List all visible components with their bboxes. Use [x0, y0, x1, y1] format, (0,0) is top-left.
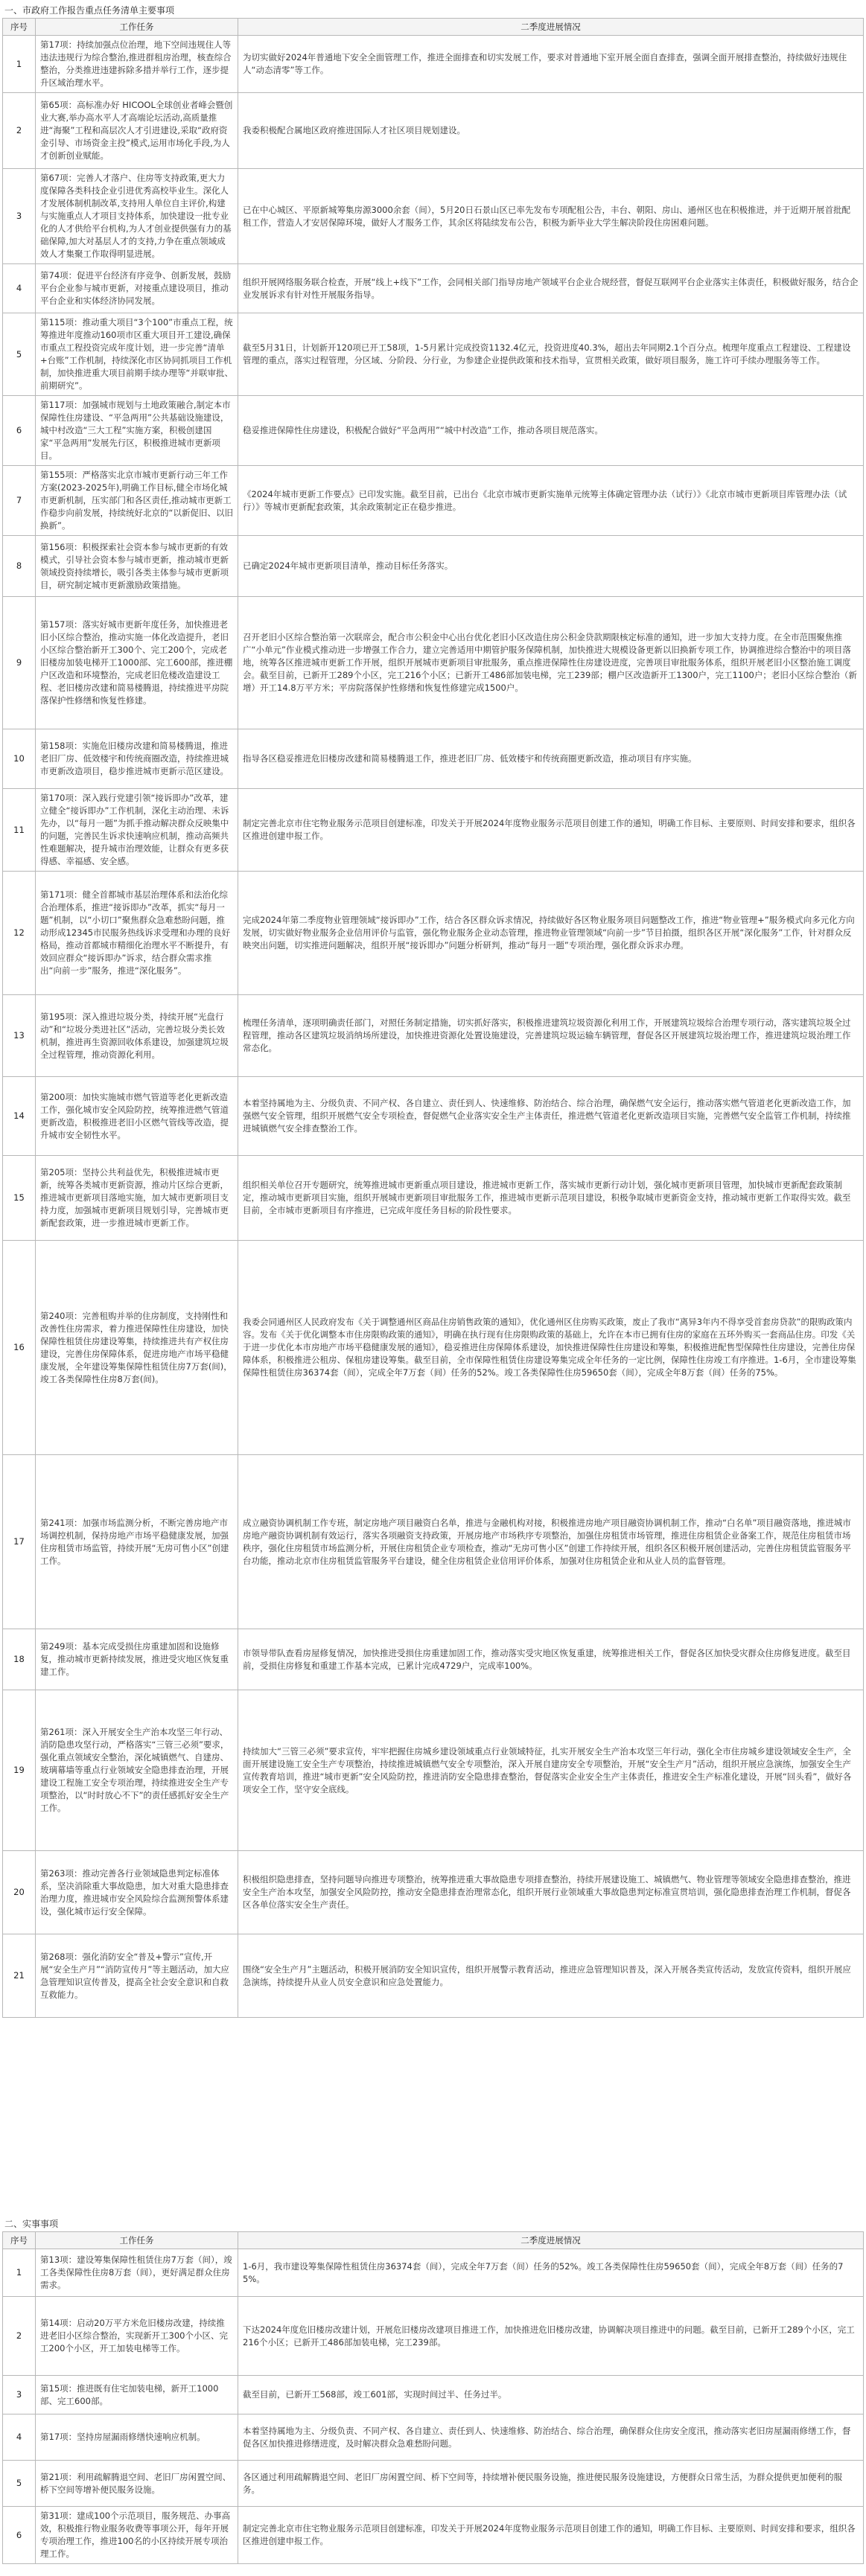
table-row: [3, 466, 864, 536]
row-progress: 本着坚持属地为主、分级负责、不同产权、各自建立、责任到人、快速维修、防治结合、综合治理，确保群众住房安全度汛，推动落实老旧房屋漏雨修缮工作，督促各区加快推进修缮进度，及时解决群众急难愁盼问题。: [238, 2414, 864, 2461]
row-progress: 积极组织隐患排查，坚持问题导向推进专项整治，统筹推进重大事故隐患专项排查整治，持续开展建设施工、城镇燃气、物业管理等领域安全隐患排查整治，推进安全生产治本攻坚，加强安全风险防控，推动安全隐患排查治理常态化，组织开展行业领域重大事故隐患判定标准宣贯培训，强化隐患排查治理工作机制，督促各区各单位落实安全生产责任。: [238, 1851, 864, 1934]
table-header-row: [3, 2232, 864, 2249]
row-task: 第171项：健全首都城市基层治理体系和法治化综合治理体系，推进“接诉即办”改革，抓实“每月一题”机制，以“小切口”聚焦群众急难愁盼问题，推动形成12345市民服务热线诉求受理和办理的良好格局，推动首都城市精细化治理水平不断提升，有效回应群众“接诉即办”诉求，结合群众需求推出“向前一步”服务，推进“深化服务”。: [36, 872, 238, 995]
table-row: [3, 2461, 864, 2507]
table-row: [3, 2297, 864, 2376]
row-task: 第249项：基本完成受损住房重建加固和设施修复，推动城市更新持续发展，推进受灾地区恢复重建工作。: [36, 1629, 238, 1690]
row-index: 5: [3, 313, 36, 396]
row-progress: 市领导带队查看房屋修复情况，加快推进受损住房重建加固工作，推动落实受灾地区恢复重建，统筹推进相关工作，督促各区加快受灾群众住房修复进度。截至目前，受损住房修复和重建工作基本完成，已累计完成4729户，完成率100%。: [238, 1629, 864, 1690]
row-progress: 我委积极配合属地区政府推进国际人才社区项目规划建设。: [238, 93, 864, 169]
row-progress: 持续加大“三管三必须”要求宣传，牢牢把握住房城乡建设领域重点行业领域特征，扎实开展安全生产治本攻坚三年行动，强化全市住房城乡建设领域安全生产，全面开展建设施工安全生产专项整治，持续推进城镇燃气安全专项整治，深入开展自建房安全专项整治，开展“安全生产月”活动，组织开展应急演练，加强安全生产宣传教育培训，推进“城市更新”安全风险防控，推进消防安全隐患排查整治，督促落实企业安全生产主体责任，推进安全生产标准化建设，开展“回头看”，做好各项安全工作，坚守安全底线。: [238, 1690, 864, 1851]
table-row: [3, 536, 864, 597]
row-index: 15: [3, 1156, 36, 1241]
table-row: [3, 2414, 864, 2461]
table-row: [3, 1455, 864, 1629]
row-task: 第74项：促进平台经济有序竞争、创新发展，鼓励平台企业参与城市更新，对接重点建设项目，推动平台企业和实体经济协同发展。: [36, 264, 238, 313]
table-row: [3, 2376, 864, 2414]
row-progress: 为切实做好2024年普通地下安全全面管理工作，推进全面排查和切实发展工作，要求对普通地下室开展全面自查排查，强调全面开展排查整治，持续做好违规住人“动态清零”等工作。: [238, 36, 864, 93]
table-row: [3, 1690, 864, 1851]
row-task: 第157项：落实好城市更新年度任务，加快推进老旧小区综合整治，推动实施一体化改造提升，老旧小区综合整治新开工300个、完工200个，完成老旧楼房加装电梯开工1000部、完工600部，推进棚户区改造和环境整治，完成老旧危楼改造建设工程、老旧楼房改建和简易楼腾退，持续推进平房院落保护性修缮和恢复性修建。: [36, 597, 238, 729]
row-task: 第13项：建设筹集保障性租赁住房7万套（间），竣工各类保障性住房8万套（间），更好满足群众住房需求。: [36, 2249, 238, 2297]
table-row: [3, 597, 864, 729]
table-row: [3, 1077, 864, 1156]
row-index: 11: [3, 789, 36, 872]
table-row: [3, 2249, 864, 2297]
row-task: 第155项：严格落实北京市城市更新行动三年工作方案(2023-2025年),明确工作目标,健全市场化城市更新机制，压实部门和各区责任,推动城市更新工作稳步向前发展，持续统好北京的“以新促旧、以旧换新”。: [36, 466, 238, 536]
row-index: 6: [3, 2507, 36, 2564]
row-progress: 稳妥推进保障性住房建设，积极配合做好“平急两用”“城中村改造”工作，推动各项目规范落实。: [238, 396, 864, 466]
row-progress: 已在中心城区、平原新城筹集房源3000余套（间），5月20日石景山区已率先发布专项配租公告，丰台、朝阳、房山、通州区也在积极推进，并于近期开展首批配租工作，营造人才安居保障环境，做好人才服务工作，其余区将陆续发布公告，积极为新毕业大学生解决阶段住房困难问题。: [238, 169, 864, 264]
row-task: 第117项：加强城市规划与土地政策融合,制定本市保障性住房建设、“平急两用”公共基础设施建设，城中村改造“三大工程”实施方案，积极创建国家“平急两用”发展先行区，积极推进城市更新项目。: [36, 396, 238, 466]
row-index: 2: [3, 2297, 36, 2376]
table-row: [3, 1851, 864, 1934]
row-task: 第65项：高标准办好 HICOOL全球创业者峰会暨创业大赛,举办高水平人才高端论坛活动,高质量推进“海聚”工程和高层次人才引进建设,采取“政府资金引导、市场资金主投”模式,运用市场化手段,为人才创新创业赋能。: [36, 93, 238, 169]
row-task: 第15项：推进既有住宅加装电梯，新开工1000部、完工600部。: [36, 2376, 238, 2414]
row-task: 第263项：推动完善各行业领域隐患判定标准体系，坚决消除重大事故隐患，加大对重大隐患排查治理力度，推进城市安全风险综合监测预警体系建设，强化城市运行安全保障。: [36, 1851, 238, 1934]
row-index: 20: [3, 1851, 36, 1934]
column-header-task: 工作任务: [36, 2232, 238, 2249]
row-index: 13: [3, 995, 36, 1077]
row-index: 4: [3, 264, 36, 313]
row-task: 第268项：强化消防安全“普及+警示”宣传,开展“安全生产月”“消防宣传月”等主题活动，加大应急管理知识宣传普及，提高全社会安全意识和自救互救能力。: [36, 1934, 238, 2018]
row-index: 7: [3, 466, 36, 536]
row-index: 21: [3, 1934, 36, 2018]
row-progress: 各区通过利用疏解腾退空间、老旧厂房闲置空间、桥下空间等，持续增补便民服务设施，推进便民服务设施建设，方便群众日常生活，为群众提供更加便利的服务。: [238, 2461, 864, 2507]
practical-matters-table: [2, 2231, 864, 2564]
row-index: 9: [3, 597, 36, 729]
table-row: [3, 169, 864, 264]
section-title-practical-matters: 二、实事事项: [4, 2219, 59, 2229]
row-task: 第195项：深入推进垃圾分类，持续开展“光盘行动”和“垃圾分类进社区”活动，完善垃圾分类长效机制，推进再生资源回收体系建设，加强建筑垃圾全过程管理，推动资源化利用。: [36, 995, 238, 1077]
row-progress: 截至5月31日，计划新开120项已开工58项，1-5月累计完成投资1132.4亿元，投资进度40.3%，超出去年同期2.1个百分点。梳理年度重点工程建设、工程建设管理的重点，落实过程管理，分区域、分阶段、分行业，为参建企业提供政策和技术指导，宣贯相关政策，做好项目服务，施工许可手续办理服务等工作。: [238, 313, 864, 396]
row-progress: 围绕“安全生产月”主题活动，积极开展消防安全知识宣传，组织开展警示教育活动，推进应急管理知识普及，深入开展各类宣传活动，发放宣传资料，组织开展应急演练，持续提升从业人员安全意识和应急处置能力。: [238, 1934, 864, 2018]
row-task: 第261项：深入开展安全生产治本攻坚三年行动、消防隐患攻坚行动，严格落实“三管三必须”要求，强化重点领域安全整治，深化城镇燃气、自建房、玻璃幕墙等重点行业领域安全隐患排查治理，开展建设工程施工安全专项治理，持续推进安全生产专项整治，以“时时放心不下”的责任感抓好安全生产工作。: [36, 1690, 238, 1851]
table-row: [3, 789, 864, 872]
row-progress: 组织开展网络服务联合检查，开展“线上+线下”工作，会同相关部门指导房地产领域平台企业合规经营，督促互联网平台企业落实主体责任，积极做好服务，结合企业发展诉求有针对性开展服务指导。: [238, 264, 864, 313]
row-index: 10: [3, 729, 36, 789]
column-header-task: 工作任务: [36, 19, 238, 36]
row-progress: 已确定2024年城市更新项目清单，推动目标任务落实。: [238, 536, 864, 597]
row-task: 第205项：坚持公共利益优先，积极推进城市更新，统筹各类城市更新资源，推动片区综合更新，推进城市更新项目落地实施，加大城市更新项目支持力度，加强城市更新项目规划引导，完善城市更新配套政策，进一步推进城市更新工作。: [36, 1156, 238, 1241]
row-task: 第158项：实施危旧楼房改建和简易楼腾退，推进老旧厂房、低效楼宇和传统商圈改造，持续推进城市更新改造项目，稳步推进城市更新示范区建设。: [36, 729, 238, 789]
row-index: 1: [3, 2249, 36, 2297]
row-progress: 《2024年城市更新工作要点》已印发实施。截至目前，已出台《北京市城市更新实施单元统筹主体确定管理办法（试行）》《北京市城市更新项目库管理办法（试行）》等城市更新配套政策，其余政策制定正在稳步推进。: [238, 466, 864, 536]
table-row: [3, 313, 864, 396]
row-progress: 我委会同通州区人民政府发布《关于调整通州区商品住房销售政策的通知》，优化通州区住房购买政策，废止了我市“离异3年内不得享受首套房贷款”的限购政策内容。发布《关于优化调整本市住房限购政策的通知》，明确在执行现有住房限购政策的基础上，允许在本市已拥有住房的家庭在五环外购买一套商品住房。印发《关于进一步优化本市房地产市场平稳健康发展的通知》，稳妥推进住房保障体系建设，加快推进保障性住房建设和筹集，积极推进配售型保障性住房建设，完善住房保障体系，积极推进公租房、保租房建设筹集。截至目前，全市保障性租赁住房建设筹集完成全年任务的一定比例，保障性住房竣工有序推进。1-6月，全市建设筹集保障性租赁住房36374套（间），完成全年7万套（间）任务的52%。竣工各类保障性住房59650套（间），完成全年8万套（间）任务的75%。: [238, 1241, 864, 1455]
row-index: 6: [3, 396, 36, 466]
row-task: 第170项：深入践行党建引领“接诉即办”改革，建立健全“接诉即办”工作机制，深化主动治理、未诉先办，以“每月一题”为抓手推动解决群众反映集中的问题，完善民生诉求快速响应机制，推动高频共性难题解决，提升城市治理效能，让群众有更多获得感、幸福感、安全感。: [36, 789, 238, 872]
column-header-index: 序号: [3, 2232, 36, 2249]
table-row: [3, 1934, 864, 2018]
key-tasks-table: [2, 18, 864, 2018]
table-row: [3, 1156, 864, 1241]
row-task: 第31项：建成100个示范项目，服务规范、办事高效，积极推行物业服务收费等事项公开，每年开展专项治理工作，推进100名的小区持续开展专项治理工作。: [36, 2507, 238, 2564]
row-progress: 成立融资协调机制工作专班，制定房地产项目融资白名单，推进与金融机构对接，积极推进房地产项目融资协调机制工作，推动“白名单”项目融资落地，推进城市房地产融资协调机制有效运行，落实各项融资支持政策，开展房地产市场秩序专项整治，加强住房租赁市场管理，推进住房租赁企业备案工作，规范住房租赁市场秩序，强化住房租赁市场监测分析，开展住房租赁企业专项检查，推动“无房可售小区”创建工作持续开展，组织各区积极开展创建活动，完善住房租赁监管服务平台功能，推动北京市住房租赁监管服务平台建设，健全住房租赁企业信用评价体系，加强对住房租赁企业和从业人员的监督管理。: [238, 1455, 864, 1629]
row-progress: 梳理任务清单，逐项明确责任部门，对照任务制定措施，切实抓好落实，积极推进建筑垃圾资源化利用工作，开展建筑垃圾综合治理专项行动，落实建筑垃圾全过程管理，推动各区建筑垃圾消纳场所建设，加快推进资源化处置设施建设，完善建筑垃圾运输车辆管理，督促各区开展建筑垃圾治理工作，推进建筑垃圾治理工作常态化。: [238, 995, 864, 1077]
row-task: 第241项：加强市场监测分析，不断完善房地产市场调控机制，保持房地产市场平稳健康发展，加强住房租赁市场监管，持续开展“无房可售小区”创建工作。: [36, 1455, 238, 1629]
row-index: 3: [3, 2376, 36, 2414]
row-progress: 下达2024年度危旧楼房改建计划，开展危旧楼房改建项目推进工作，加快推进危旧楼房改建，协调解决项目推进中的问题。截至目前，已新开工289个小区，完工216个小区；已新开工486部加装电梯，完工239部。: [238, 2297, 864, 2376]
row-progress: 1-6月，我市建设筹集保障性租赁住房36374套（间），完成全年7万套（间）任务的52%。竣工各类保障性住房59650套（间），完成全年8万套（间）任务的75%。: [238, 2249, 864, 2297]
row-task: 第17项：持续加强点位治理，地下空间违规住人等违法违规行为综合整治,推进群租房治理，核查综合整治，分类推进违建拆除多措并举行工作，逐步提升区域治理水平。: [36, 36, 238, 93]
row-index: 19: [3, 1690, 36, 1851]
row-index: 12: [3, 872, 36, 995]
row-index: 1: [3, 36, 36, 93]
row-index: 18: [3, 1629, 36, 1690]
row-index: 17: [3, 1455, 36, 1629]
row-task: 第67项：完善人才落户、住房等支持政策,更大力度保障各类科技企业引进优秀高校毕业生。深化人才发展体制机制改革,支持用人单位自主评价,构建与实施重点人才项目支持体系，加快建设一批专业化的人才供给平台机构,为人才创业提供强有力的基础保障,加大对基层人才的支持,力争在重点领域成效人才集聚工作取得明显进展。: [36, 169, 238, 264]
table-row: [3, 36, 864, 93]
row-progress: 组织相关单位召开专题研究，统筹推进城市更新重点项目建设，推进城市更新工作，落实城市更新行动计划，强化城市更新项目管理，加快城市更新配套政策制定，推动城市更新项目实施，组织开展城市更新项目审批服务工作，推进城市更新示范项目建设，积极争取城市更新资金支持，推动城市更新工作取得实效。截至目前，全市城市更新项目有序推进，已完成年度任务目标的阶段性要求。: [238, 1156, 864, 1241]
column-header-progress: 二季度进展情况: [238, 2232, 864, 2249]
table-row: [3, 264, 864, 313]
table-row: [3, 1629, 864, 1690]
section-title-key-tasks: 一、市政府工作报告重点任务清单主要事项: [4, 5, 175, 16]
row-progress: 本着坚持属地为主、分级负责、不同产权、各自建立、责任到人、快速维修、防治结合、综合治理，确保燃气安全运行，推动落实燃气管道老化更新改造工作，加强燃气安全管理，组织开展燃气安全专项检查，督促燃气企业落实安全生产主体责任，推进燃气管道老化更新改造项目实施，完善燃气安全监管工作机制，持续推进城镇燃气安全排查整治工作。: [238, 1077, 864, 1156]
table-row: [3, 1241, 864, 1455]
table-row: [3, 93, 864, 169]
table-row: [3, 995, 864, 1077]
row-task: 第240项：完善租购并举的住房制度，支持刚性和改善性住房需求，着力推进保障性住房建设，加快保障性租赁住房建设筹集，持续推进共有产权住房建设，完善住房保障体系，促进房地产市场平稳健康发展，全年建设筹集保障性租赁住房7万套(间)，竣工各类保障性住房8万套(间)。: [36, 1241, 238, 1455]
column-header-progress: 二季度进展情况: [238, 19, 864, 36]
row-index: 3: [3, 169, 36, 264]
row-progress: 制定完善北京市住宅物业服务示范项目创建标准，印发关于开展2024年度物业服务示范项目创建工作的通知，明确工作目标、主要原则、时间安排和要求，组织各区推进创建申报工作。: [238, 789, 864, 872]
table-header-row: [3, 19, 864, 36]
row-progress: 完成2024年第二季度物业管理领域“接诉即办”工作，结合各区群众诉求情况，持续做好各区物业服务项目问题整改工作，推进“物业管理+”服务模式向多元化方向发展，切实做好物业服务企业信用评价与监管，强化物业服务企业动态管理，推进物业管理领域“向前一步”节目拍摄，组织各区开展“深化服务”工作，针对群众反映突出问题，切实推进问题解决，组织开展“接诉即办”问题分析研判，推动“每月一题”专项治理，强化群众诉求办理。: [238, 872, 864, 995]
row-index: 16: [3, 1241, 36, 1455]
row-index: 2: [3, 93, 36, 169]
row-task: 第115项：推动重大项目“3个100”市重点工程，统筹推进年度推动160项市区重大项目开工建设,确保市重点工程投资完成年度计划，进一步完善“清单+台账”工作机制，持续深化市区协同抓项目工作机制，加快推进重大项目前期手续办理等“并联审批、前期研究”。: [36, 313, 238, 396]
row-task: 第156项：积极探索社会资本参与城市更新的有效模式，引导社会资本参与城市更新，推动城市更新领域投资持续增长，吸引各类主体参与城市更新项目，研究制定城市更新激励政策措施。: [36, 536, 238, 597]
row-task: 第200项：加快实施城市燃气管道等老化更新改造工作，强化城市安全风险防控，统筹推进燃气管道更新改造，积极推进老旧小区燃气管线等改造，提升城市安全韧性水平。: [36, 1077, 238, 1156]
row-progress: 制定完善北京市住宅物业服务示范项目创建标准，印发关于开展2024年度物业服务示范项目创建工作的通知，明确工作目标、主要原则、时间安排和要求，组织各区推进创建申报工作。: [238, 2507, 864, 2564]
row-progress: 召开老旧小区综合整治第一次联席会，配合市公积金中心出台优化老旧小区改造住房公积金贷款期限核定标准的通知，进一步加大支持力度。在全市范围聚焦推广“小单元”作业模式推动进一步增强工作合力，建立完善适用中期管护服务保障机制，加快推进大规模设备更新以旧换新专项工作，协调推进综合整治中的项目落地，统筹各区推进城市更新工作开展，组织开展城市更新项目审批服务，重点推进保障性住房建设进度，完善项目审批服务体系，组织开展老旧小区整治施工调度会。截至目前，已新开工289个小区，完工216个小区；已新开工486部加装电梯，完工239部；棚户区改造新开工1300户，完工1100户；老旧小区综合整治（新增）开工14.8万平方米；平房院落保护性修缮和恢复性修建完成1500户。: [238, 597, 864, 729]
row-index: 5: [3, 2461, 36, 2507]
table-row: [3, 396, 864, 466]
table-row: [3, 729, 864, 789]
table-row: [3, 2507, 864, 2564]
row-index: 4: [3, 2414, 36, 2461]
row-task: 第14项：启动20万平方米危旧楼房改建，持续推进老旧小区综合整治，实现新开工300个小区、完工200个小区，开工加装电梯等工作。: [36, 2297, 238, 2376]
row-index: 14: [3, 1077, 36, 1156]
row-task: 第17项：坚持房屋漏雨修缮快速响应机制。: [36, 2414, 238, 2461]
row-task: 第21项：利用疏解腾退空间、老旧厂房闲置空间、桥下空间等增补便民服务设施。: [36, 2461, 238, 2507]
table-row: [3, 872, 864, 995]
row-progress: 截至目前，已新开工568部，竣工601部，实现时间过半、任务过半。: [238, 2376, 864, 2414]
column-header-index: 序号: [3, 19, 36, 36]
row-progress: 指导各区稳妥推进危旧楼房改建和简易楼腾退工作，推进老旧厂房、低效楼宇和传统商圈更新改造，推动项目有序实施。: [238, 729, 864, 789]
row-index: 8: [3, 536, 36, 597]
